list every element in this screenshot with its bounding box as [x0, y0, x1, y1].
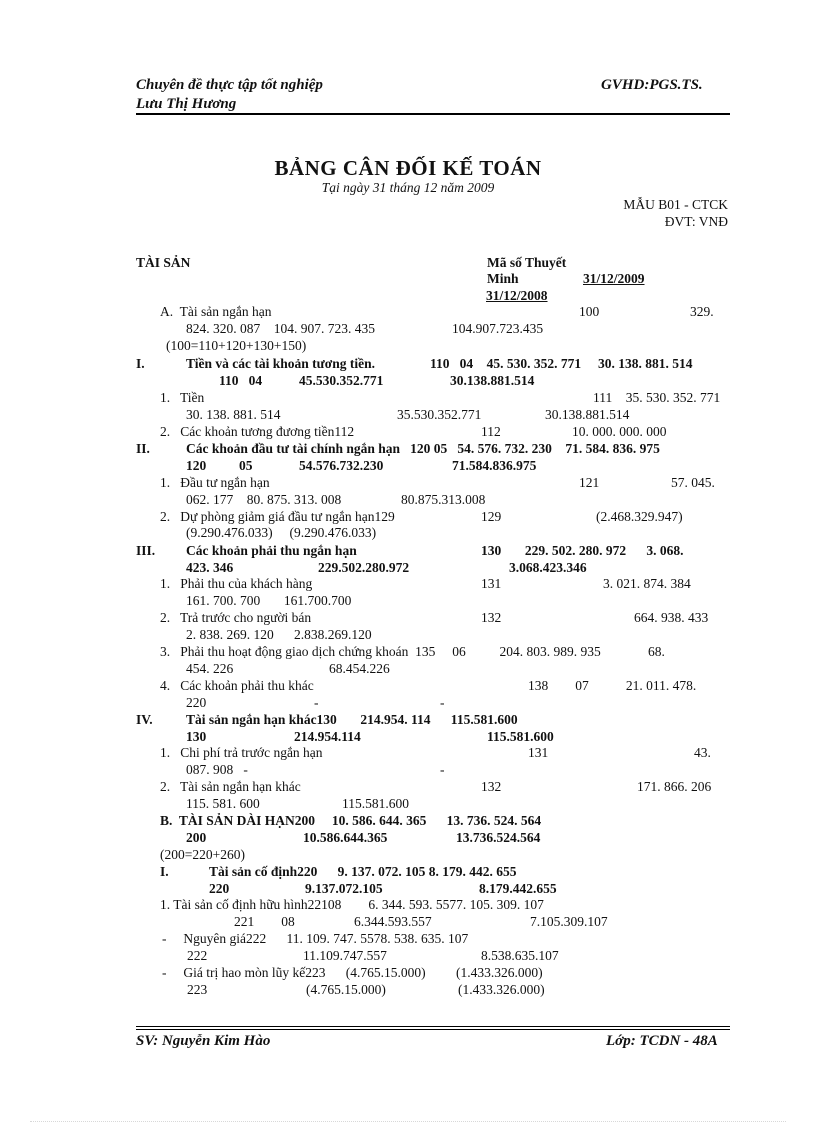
sheet-line: 131 — [481, 576, 502, 591]
footer-student: SV: Nguyễn Kim Hào — [136, 1033, 271, 1049]
sheet-line: 664. 938. 433 — [634, 610, 709, 625]
sheet-line: 68.454.226 — [329, 661, 390, 676]
sheet-line: 3. Phải thu hoạt động giao dịch chứng khoán 135 06 204. 803. 989. 935 68. — [160, 644, 665, 659]
sheet-line: 1. Đầu tư ngắn hạn — [160, 475, 270, 490]
sheet-line: 2. 838. 269. 120 2.838.269.120 — [186, 627, 372, 642]
column-assets: TÀI SẢN — [136, 255, 191, 270]
sheet-line: 35.530.352.771 — [397, 407, 482, 422]
sheet-line: 115. 581. 600 — [186, 796, 260, 811]
sheet-line: 3. 021. 874. 384 — [603, 576, 691, 591]
header-rule — [136, 113, 730, 115]
page-edge-dots — [30, 1121, 786, 1122]
sheet-line: 223 — [187, 982, 208, 997]
sheet-line: 45.530.352.771 — [299, 373, 384, 388]
sheet-line: 110 04 — [219, 373, 263, 388]
footer-rule-top — [136, 1026, 730, 1027]
column-date-2009: 31/12/2009 — [583, 271, 645, 286]
sheet-line: 8.179.442.655 — [479, 881, 557, 896]
report-date: Tại ngày 31 tháng 12 năm 2009 — [321, 180, 495, 195]
sheet-line: 2. Dự phòng giảm giá đầu tư ngắn hạn129 — [160, 509, 395, 524]
sheet-line: 220 — [209, 881, 230, 896]
sheet-line: 229.502.280.972 — [318, 560, 410, 575]
sheet-line: 10.586.644.365 — [303, 830, 388, 845]
column-code-note: Mã số Thuyết — [487, 255, 567, 270]
sheet-line: 132 — [481, 779, 502, 794]
sheet-line: 1. Tài sản cố định hữu hình22108 6. 344. 593. 5577. 105. 309. 107 — [160, 897, 544, 912]
sheet-line: 329. — [690, 304, 714, 319]
column-date-2008: 31/12/2008 — [486, 288, 548, 303]
sheet-line: 221 08 — [234, 914, 295, 929]
sheet-line: I. — [160, 864, 169, 879]
sheet-line: (1.433.326.000) — [458, 982, 545, 997]
sheet-line: 1. Chi phí trả trước ngắn hạn — [160, 745, 323, 760]
sheet-line: 138 07 21. 011. 478. — [528, 678, 697, 693]
sheet-line: 161. 700. 700 161.700.700 — [186, 593, 352, 608]
footer-class: Lớp: TCDN - 48A — [606, 1033, 718, 1049]
sheet-line: 112 — [481, 424, 501, 439]
sheet-line: Tài sản ngắn hạn khác130 214.954. 114 115.581.600 — [186, 712, 518, 727]
sheet-line: 1. Tiền — [160, 390, 205, 405]
page-title: BẢNG CÂN ĐỐI KẾ TOÁN — [274, 156, 542, 180]
form-code: MẪU B01 - CTCK — [623, 197, 728, 212]
sheet-line: 9.137.072.105 — [305, 881, 383, 896]
sheet-line: 423. 346 — [186, 560, 234, 575]
footer-rule-bottom — [136, 1029, 730, 1030]
sheet-line: 110 04 45. 530. 352. 771 30. 138. 881. 514 — [430, 356, 693, 371]
sheet-line: 222 — [187, 948, 208, 963]
sheet-line: III. — [136, 543, 156, 558]
sheet-line: 2. Các khoản tương đương tiền112 — [160, 424, 355, 439]
sheet-line: 05 — [239, 458, 253, 473]
sheet-line: 214.954.114 — [294, 729, 361, 744]
sheet-line: II. — [136, 441, 150, 456]
sheet-line: 8.538.635.107 — [481, 948, 559, 963]
sheet-line: 80.875.313.008 — [401, 492, 486, 507]
sheet-line: (100=110+120+130+150) — [166, 338, 307, 353]
sheet-line: - Giá trị hao mòn lũy kế223 (4.765.15.000) (1.433.326.000) — [162, 965, 543, 980]
sheet-line: 13.736.524.564 — [456, 830, 541, 845]
sheet-line: IV. — [136, 712, 153, 727]
sheet-line: - — [440, 762, 445, 777]
currency-unit: ĐVT: VNĐ — [664, 214, 728, 229]
sheet-line: 1. Phải thu của khách hàng — [160, 576, 313, 591]
sheet-line: 54.576.732.230 — [299, 458, 384, 473]
sheet-line: 2. Trả trước cho người bán — [160, 610, 312, 625]
sheet-line: 30.138.881.514 — [450, 373, 535, 388]
sheet-line: 132 — [481, 610, 502, 625]
sheet-line: A. Tài sản ngắn hạn — [160, 304, 272, 319]
sheet-line: 2. Tài sản ngắn hạn khác — [160, 779, 301, 794]
sheet-line: B. TÀI SẢN DÀI HẠN200 10. 586. 644. 365 13. 736. 524. 564 — [160, 813, 542, 828]
sheet-line: 3.068.423.346 — [509, 560, 587, 575]
sheet-line: 171. 866. 206 — [637, 779, 712, 794]
sheet-line: 115.581.600 — [487, 729, 554, 744]
sheet-line: 130 — [186, 729, 207, 744]
sheet-line: 43. — [694, 745, 711, 760]
sheet-line: 71.584.836.975 — [452, 458, 537, 473]
sheet-line: 200 — [186, 830, 207, 845]
sheet-line: 30. 138. 881. 514 — [186, 407, 281, 422]
sheet-line: 100 — [579, 304, 600, 319]
sheet-line: 131 — [528, 745, 549, 760]
sheet-line: - — [440, 695, 445, 710]
sheet-line: 30.138.881.514 — [545, 407, 630, 422]
sheet-line: Các khoản đầu tư tài chính ngắn hạn 120 05 54. 576. 732. 230 71. 584. 836. 975 — [186, 441, 660, 456]
sheet-line: 120 — [186, 458, 207, 473]
sheet-line: 111 35. 530. 352. 771 — [593, 390, 721, 405]
sheet-line: I. — [136, 356, 145, 371]
sheet-line: 129 — [481, 509, 502, 524]
sheet-line: 4. Các khoản phải thu khác — [160, 678, 314, 693]
sheet-line: Các khoản phải thu ngắn hạn — [186, 543, 357, 558]
sheet-line: 7.105.309.107 — [530, 914, 608, 929]
sheet-line: 130 229. 502. 280. 972 3. 068. — [481, 543, 684, 558]
column-minh: Minh — [487, 271, 519, 286]
sheet-line: 57. 045. — [671, 475, 715, 490]
sheet-line: 220 — [186, 695, 207, 710]
sheet-line: (4.765.15.000) — [306, 982, 386, 997]
header-topic: Chuyên đề thực tập tốt nghiệp — [136, 77, 323, 93]
sheet-line: - Nguyên giá222 11. 109. 747. 5578. 538. 635. 107 — [162, 931, 469, 946]
sheet-line: 11.109.747.557 — [303, 948, 387, 963]
sheet-line: 062. 177 80. 875. 313. 008 — [186, 492, 342, 507]
sheet-line: 087. 908 - — [186, 762, 248, 777]
header-advisor: GVHD:PGS.TS. — [601, 77, 703, 93]
sheet-line: - — [314, 695, 319, 710]
sheet-line: 104.907.723.435 — [452, 321, 544, 336]
sheet-line: 454. 226 — [186, 661, 234, 676]
sheet-line: (2.468.329.947) — [596, 509, 683, 524]
sheet-line: 115.581.600 — [342, 796, 409, 811]
sheet-line: 121 — [579, 475, 600, 490]
sheet-line: Tài sản cố định220 9. 137. 072. 105 8. 179. 442. 655 — [209, 864, 517, 879]
sheet-line: 10. 000. 000. 000 — [572, 424, 667, 439]
sheet-line: 6.344.593.557 — [354, 914, 432, 929]
header-author: Lưu Thị Hương — [136, 96, 237, 112]
sheet-line: 824. 320. 087 104. 907. 723. 435 — [186, 321, 375, 336]
sheet-line: (200=220+260) — [160, 847, 245, 862]
sheet-line: (9.290.476.033) (9.290.476.033) — [186, 525, 377, 540]
sheet-line: Tiền và các tài khoản tương tiền. — [186, 356, 375, 371]
